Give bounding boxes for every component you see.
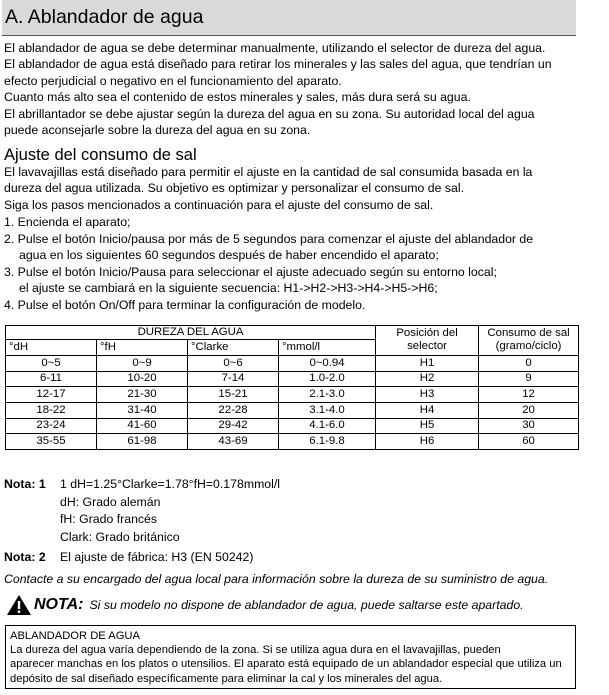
note-1 xyxy=(4,476,280,546)
table-cell: 0~6 xyxy=(188,355,279,371)
table-cell: 2.1-3.0 xyxy=(279,387,376,403)
table-row xyxy=(6,434,579,450)
table-cell: 15-21 xyxy=(188,387,279,403)
table-cell: 41-60 xyxy=(97,418,188,434)
note-2-label: Nota: 2 xyxy=(4,550,46,564)
intro-line: puede aconsejarle sobre la dureza del agua en su zona. xyxy=(4,123,311,138)
table-cell: H4 xyxy=(376,402,479,418)
table-cell: H2 xyxy=(376,371,479,387)
info-box-line: aparecer manchas en los platos o utensilios. El aparato está equipado de un ablandador especial que utiliza un xyxy=(10,658,562,671)
steps-list xyxy=(4,214,584,313)
table-cell: 30 xyxy=(479,418,579,434)
info-box-title: ABLANDADOR DE AGUA xyxy=(10,630,140,642)
table-cell: H6 xyxy=(376,434,479,450)
table-row xyxy=(6,371,579,387)
nota-label: NOTA: xyxy=(34,596,84,613)
note-2-text: El ajuste de fábrica: H3 (EN 50242) xyxy=(60,550,254,564)
info-box-line: depósito de sal diseñado específicamente para eliminar la cal y los minerales del agua. xyxy=(10,672,443,685)
table-cell: H3 xyxy=(376,387,479,403)
table-cell: 0~0.94 xyxy=(279,355,376,371)
table-cell: 0 xyxy=(479,355,579,371)
table-cell: 4.1-6.0 xyxy=(279,418,376,434)
intro-line: El ablandador de agua está diseñado para retirar los minerales y las sales del agua, que tendrían un xyxy=(4,57,552,72)
step-line: 1. Encienda el aparato; xyxy=(4,215,131,229)
table-cell: 22-28 xyxy=(188,402,279,418)
step-line: agua en los siguientes 60 segundos después de haber encendido el aparato; xyxy=(19,248,439,262)
info-box xyxy=(5,625,576,689)
info-box-line: La dureza del agua varía dependiendo de la zona. Si se utiliza agua dura en el lavavajillas, pueden xyxy=(10,644,501,657)
table-cell: 12 xyxy=(479,387,579,403)
section-title-bar xyxy=(2,0,576,36)
table-cell: 1.0-2.0 xyxy=(279,371,376,387)
table-cell: 9 xyxy=(479,371,579,387)
table-cell: 12-17 xyxy=(6,387,97,403)
note-1-line: 1 dH=1.25°Clarke=1.78°fH=0.178mmol/l xyxy=(60,477,281,491)
note-1-line: dH: Grado alemán xyxy=(60,494,161,509)
step-line: 4. Pulse el botón On/Off para terminar la configuración de modelo. xyxy=(4,297,366,312)
description-text xyxy=(4,164,584,213)
table-header-dh: °dH xyxy=(6,340,97,356)
table-cell: 21-30 xyxy=(97,387,188,403)
table-cell: 18-22 xyxy=(6,402,97,418)
table-header-fh: °fH xyxy=(97,340,188,356)
nota-text: Si su modelo no dispone de ablandador de agua, puede saltarse este apartado. xyxy=(89,598,524,612)
description-line: El lavavajillas está diseñado para permitir el ajuste en la cantidad de sal consumida basada en la xyxy=(4,165,533,179)
step-line: el ajuste se cambiará en la siguiente secuencia: H1->H2->H3->H4->H5->H6; xyxy=(19,281,438,295)
table-cell: 29-42 xyxy=(188,418,279,434)
step-line: 2. Pulse el botón Inicio/pausa por más de 5 segundos para comenzar el ajuste del ablandador de xyxy=(4,231,534,246)
table-header-consumption: Consumo de sal (gramo/ciclo) xyxy=(479,326,579,356)
hardness-table xyxy=(5,325,579,450)
table-row xyxy=(6,418,579,434)
warning-triangle-icon xyxy=(6,594,32,616)
table-cell: 0~5 xyxy=(6,355,97,371)
description-line: Siga los pasos mencionados a continuación para el ajuste del consumo de sal. xyxy=(4,197,434,212)
table-header-position: Posición del selector xyxy=(376,326,479,356)
table-cell: 31-40 xyxy=(97,402,188,418)
table-row xyxy=(6,355,579,371)
table-header-clarke: °Clarke xyxy=(188,340,279,356)
table-cell: 60 xyxy=(479,434,579,450)
table-cell: 6-11 xyxy=(6,371,97,387)
description-line: dureza del agua utilizada. Su objetivo es optimizar y personalizar el consumo de sal. xyxy=(4,181,465,196)
contact-text: Contacte a su encargado del agua local para información sobre la dureza de su suministro de agua. xyxy=(4,572,549,586)
section-title: A. Ablandador de agua xyxy=(5,6,204,28)
note-2 xyxy=(4,550,253,564)
table-group-header: DUREZA DEL AGUA xyxy=(6,326,376,340)
intro-line: Cuanto más alto sea el contenido de estos minerales y sales, más dura será su agua. xyxy=(4,90,471,105)
table-cell: 43-69 xyxy=(188,434,279,450)
intro-line: El abrillantador se debe ajustar según la dureza del agua en su zona. Su autoridad local del agua xyxy=(4,106,535,121)
subheading-salt-adjust: Ajuste del consumo de sal xyxy=(4,146,197,164)
table-cell: 20 xyxy=(479,402,579,418)
table-cell: 7-14 xyxy=(188,371,279,387)
table-cell: 3.1-4.0 xyxy=(279,402,376,418)
table-cell: H1 xyxy=(376,355,479,371)
table-cell: 6.1-9.8 xyxy=(279,434,376,450)
intro-text xyxy=(4,40,584,138)
step-line: 3. Pulse el botón Inicio/Pausa para seleccionar el ajuste adecuado según su entorno local; xyxy=(4,264,497,279)
note-1-line: fH: Grado francés xyxy=(60,512,158,526)
table-cell: 0~9 xyxy=(97,355,188,371)
table-cell: H5 xyxy=(376,418,479,434)
intro-line: El ablandador de agua se debe determinar manualmente, utilizando el selector de dureza del agua. xyxy=(4,41,546,55)
intro-line: efecto perjudicial o negativo en el funcionamiento del aparato. xyxy=(4,73,342,88)
table-row xyxy=(6,387,579,403)
table-cell: 23-24 xyxy=(6,418,97,434)
table-cell: 10-20 xyxy=(97,371,188,387)
nota-warning xyxy=(6,594,524,616)
table-cell: 61-98 xyxy=(97,434,188,450)
note-1-label: Nota: 1 xyxy=(4,477,46,491)
table-header-mmol: °mmol/l xyxy=(279,340,376,356)
note-1-line: Clark: Grado británico xyxy=(60,529,180,544)
table-cell: 35-55 xyxy=(6,434,97,450)
table-row xyxy=(6,402,579,418)
